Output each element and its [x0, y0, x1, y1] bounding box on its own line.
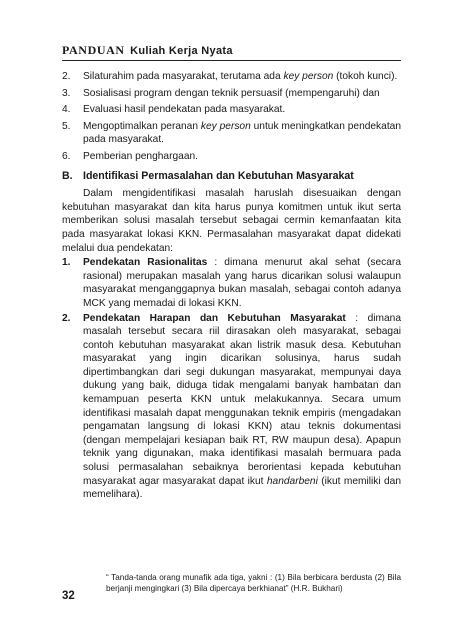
header-title-rest: Kuliah Kerja Nyata: [130, 45, 233, 57]
list-item: [62, 103, 401, 117]
header-divider: [62, 60, 401, 61]
section-title: Identifikasi Permasalahan dan Kebutuhan Masyarakat: [83, 169, 354, 182]
list-item: [62, 150, 401, 164]
list-text: Sosialisasi program dengan teknik persuasif (mempengaruhi) dan: [83, 87, 380, 99]
approach-list: [62, 256, 401, 502]
list-item: [62, 312, 401, 502]
list-text: Pendekatan Harapan dan Kebutuhan Masyarakat : dimana masalah tersebut secara riil dirasakan oleh masyarakat, sebagai contoh kebutuhan masyarakat akan listrik masuk desa. Kebutuhan masyarakat yang ingin dicarikan solusinya, harus sudah dipertimbangkan dari segi dukungan masyarakat, mempunyai daya dukung yang baik, diduga tidak mengalami banyak hambatan dan kemampuan peserta KKN untuk melakukannya. Secara umum identifikasi masalah dapat menggunakan teknik empiris (mengadakan pengamatan langsung di lokasi KKN) atau teknis dokumentasi (dengan mempelajari kesiapan baik RT, RW maupun desa). Apapun teknik yang digunakan, maka identifikasi masalah bermuara pada solusi permasalahan sebaiknya berorientasi kepada kebutuhan masyarakat agar masyarakat dapat ikut handarbeni (ikut memiliki dan memelihara).: [83, 312, 401, 501]
list-number: 6.: [62, 150, 71, 162]
list-number: 2.: [62, 71, 71, 82]
section-heading: [62, 170, 401, 184]
list-text: Evaluasi hasil pendekatan pada masyarakat.: [83, 104, 286, 116]
section-letter: B.: [62, 169, 73, 182]
page-body: [62, 70, 401, 502]
list-item: [62, 87, 401, 101]
header-title-bold: PANDUAN: [62, 43, 125, 57]
list-number: 5.: [62, 120, 71, 132]
running-header: [62, 43, 233, 58]
list-number: 2.: [62, 312, 71, 324]
list-number: 4.: [62, 104, 71, 116]
list-number: 1.: [62, 257, 71, 269]
list-text: Mengoptimalkan peranan key person untuk meningkatkan pendekatan pada masyarakat.: [83, 120, 401, 146]
list-text: Pendekatan Rasionalitas : dimana menurut akal sehat (secara rasional) merupakan masalah yang harus dicarikan solusi walaupun masyarakat menganggapnya bukan masalah, sebagai contoh adanya MCK yang memadai di lokasi KKN.: [83, 257, 401, 309]
list-item: [62, 256, 401, 310]
page-number: 32: [62, 590, 75, 602]
list-item: [62, 120, 401, 147]
numbered-list: [62, 70, 401, 164]
list-item: [62, 70, 401, 84]
list-number: 3.: [62, 87, 71, 99]
footnote: “ Tanda-tanda orang munafik ada tiga, yakni : (1) Bila berbicara berdusta (2) Bila berjanji mengingkari (3) Bila dipercaya berkhianat” (H.R. Bukhari): [106, 573, 401, 594]
section-intro: Dalam mengidentifikasi masalah haruslah disesuaikan dengan kebutuhan masyarakat dan kita harus punya komitmen untuk ikut serta memberikan solusi masalah tersebut sebagai cermin kemanfaatan kita pada masyarakat lokasi KKN. Permasalahan masyarakat dapat didekati melalui dua pendekatan:: [62, 188, 401, 254]
list-text: Silaturahim pada masyarakat, terutama ada key person (tokoh kunci).: [83, 71, 398, 82]
list-text: Pemberian penghargaan.: [83, 150, 198, 162]
